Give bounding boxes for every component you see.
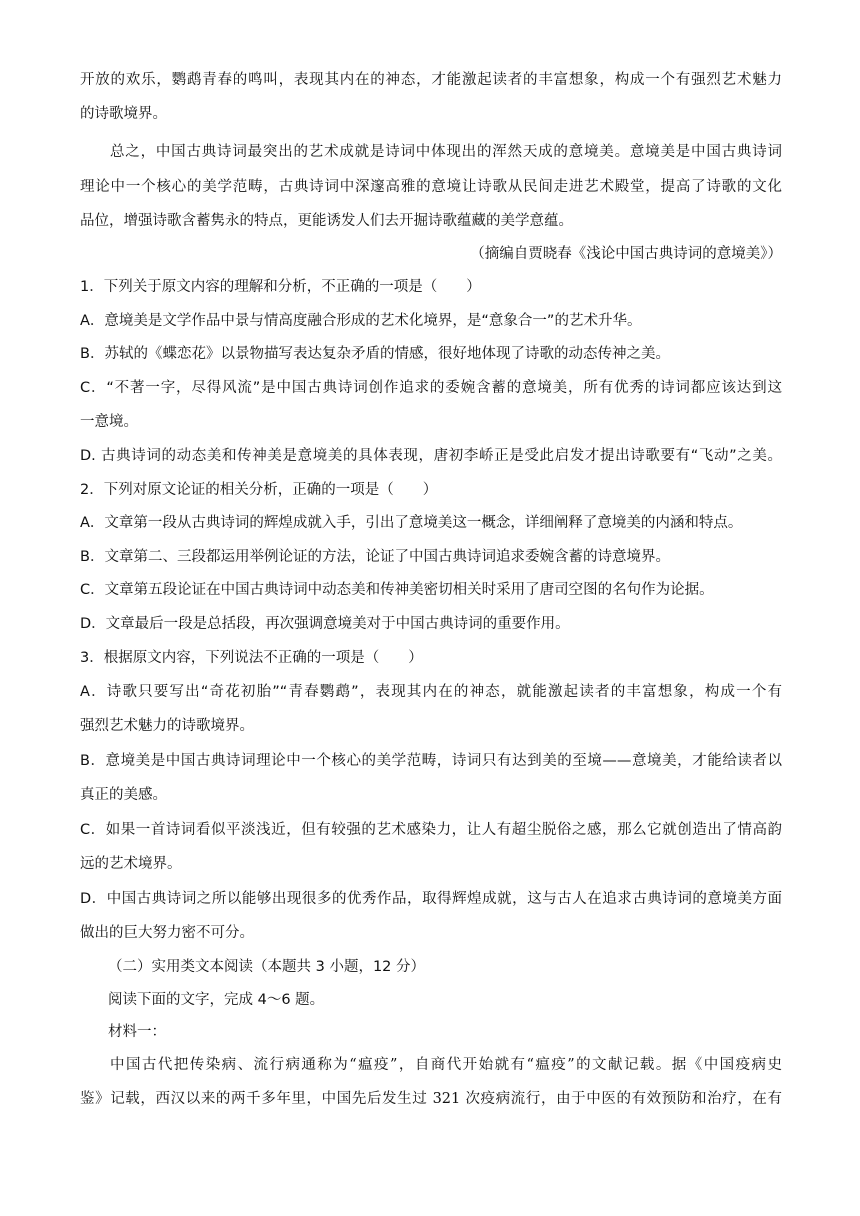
question-1-option-a: A．意境美是文学作品中景与情高度融合形成的艺术化境界，是“意象合一”的艺术升华。 — [80, 313, 642, 329]
question-2-option-d: D．文章最后一段是总括段，再次强调意境美对于中国古典诗词的重要作用。 — [80, 616, 570, 632]
source-citation: （摘编自贾晓春《浅论中国古典诗词的意境美》） — [470, 246, 782, 262]
question-1-option-d: D. 古典诗词的动态美和传神美是意境美的具体表现，唐初李峤正是受此启发才提出诗歌要有“飞动”之美。 — [80, 448, 782, 464]
material-label: 材料一： — [108, 1024, 166, 1040]
question-3-option-d: D．中国古典诗词之所以能够出现很多的优秀作品，取得辉煌成就，这与古人在追求古典诗词的意境美方面 — [80, 891, 782, 907]
question-3-option-c-cont: 远的艺术境界。 — [80, 856, 182, 872]
intro-line: 开放的欢乐，鹦鹉青春的鸣叫，表现其内在的神态，才能激起读者的丰富想象，构成一个有强烈艺术魅力 — [80, 72, 782, 88]
material-paragraph-line: 鉴》记载，西汉以来的两千多年里，中国先后发生过 321 次疫病流行，由于中医的有效预防和治疗，在有 — [80, 1091, 782, 1107]
conclusion-line: 品位，增强诗歌含蓄隽永的特点，更能诱发人们去开掘诗歌蕴藏的美学意蕴。 — [80, 213, 573, 229]
question-3-option-a: A．诗歌只要写出“奇花初胎”“青春鹦鹉”，表现其内在的神态，就能激起读者的丰富想象，构成一个有 — [80, 684, 782, 700]
section-heading: （二）实用类文本阅读（本题共 3 小题，12 分） — [108, 959, 426, 975]
intro-line: 的诗歌境界。 — [80, 106, 167, 122]
conclusion-line: 理论中一个核心的美学范畴，古典诗词中深邃高雅的意境让诗歌从民间走进艺术殿堂，提高了诗歌的文化 — [80, 179, 782, 195]
question-2-option-b: B．文章第二、三段都运用举例论证的方法，论证了中国古典诗词追求委婉含蓄的诗意境界。 — [80, 549, 670, 565]
question-2-option-c: C．文章第五段论证在中国古典诗词中动态美和传神美密切相关时采用了唐司空图的名句作为论据。 — [80, 582, 714, 598]
question-2-option-a: A．文章第一段从古典诗词的辉煌成就入手，引出了意境美这一概念，详细阐释了意境美的内涵和特点。 — [80, 515, 743, 531]
question-1-option-c: C．“不著一字，尽得风流”是中国古典诗词创作追求的委婉含蓄的意境美，所有优秀的诗词都应该达到这 — [80, 380, 782, 396]
question-3-option-c: C．如果一首诗词看似平淡浅近，但有较强的艺术感染力，让人有超尘脱俗之感，那么它就创造出了情高韵 — [80, 822, 782, 838]
question-3-option-a-cont: 强烈艺术魅力的诗歌境界。 — [80, 718, 254, 734]
question-1-option-c-cont: 一意境。 — [80, 414, 138, 430]
question-3-stem: 3．根据原文内容，下列说法不正确的一项是（ ） — [80, 650, 423, 666]
question-3-option-d-cont: 做出的巨大努力密不可分。 — [80, 925, 254, 941]
material-paragraph-line: 中国古代把传染病、流行病通称为“瘟疫”，自商代开始就有“瘟疫”的文献记载。据《中国疫病史 — [110, 1057, 782, 1073]
question-3-option-b: B．意境美是中国古典诗词理论中一个核心的美学范畴，诗词只有达到美的至境——意境美，才能给读者以 — [80, 753, 782, 769]
question-3-option-b-cont: 真正的美感。 — [80, 787, 167, 803]
question-2-stem: 2．下列对原文论证的相关分析，正确的一项是（ ） — [80, 482, 438, 498]
conclusion-line: 总之，中国古典诗词最突出的艺术成就是诗词中体现出的浑然天成的意境美。意境美是中国古典诗词 — [110, 144, 782, 160]
question-1-option-b: B．苏轼的《蝶恋花》以景物描写表达复杂矛盾的情感，很好地体现了诗歌的动态传神之美。 — [80, 346, 670, 362]
question-1-stem: 1．下列关于原文内容的理解和分析，不正确的一项是（ ） — [80, 279, 481, 295]
section-instruction: 阅读下面的文字，完成 4～6 题。 — [108, 992, 325, 1008]
